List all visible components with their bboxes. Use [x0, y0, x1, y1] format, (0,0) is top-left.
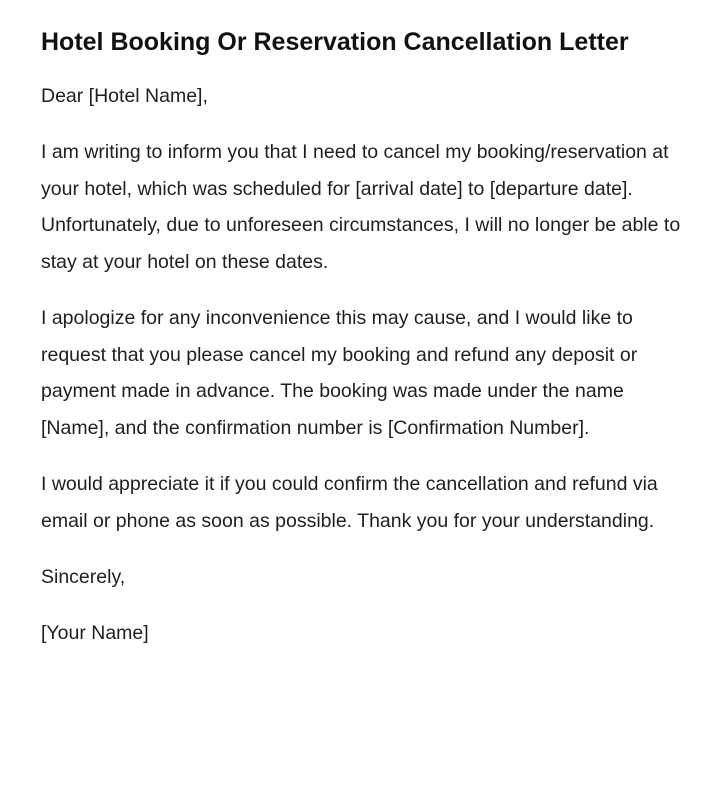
letter-document: [41, 22, 701, 651]
letter-salutation: Dear [Hotel Name],: [41, 85, 208, 107]
letter-closing: Sincerely,: [41, 566, 126, 588]
letter-paragraph-2: I apologize for any inconvenience this may cause, and I would like to request that you please cancel my booking and refund any deposit or payment made in advance. The booking was made under the name [Name], and the confirmation number is [Confirmation Number].: [41, 307, 638, 439]
letter-paragraph-1: I am writing to inform you that I need to cancel my booking/reservation at your hotel, which was scheduled for [arrival date] to [departure date]. Unfortunately, due to unforeseen circumstances, I will no longer be able to stay at your hotel on these dates.: [41, 141, 681, 273]
letter-title: Hotel Booking Or Reservation Cancellation Letter: [41, 28, 629, 56]
letter-paragraph-3: I would appreciate it if you could confirm the cancellation and refund via email or phone as soon as possible. Thank you for your understanding.: [41, 473, 658, 532]
letter-signature: [Your Name]: [41, 622, 149, 644]
